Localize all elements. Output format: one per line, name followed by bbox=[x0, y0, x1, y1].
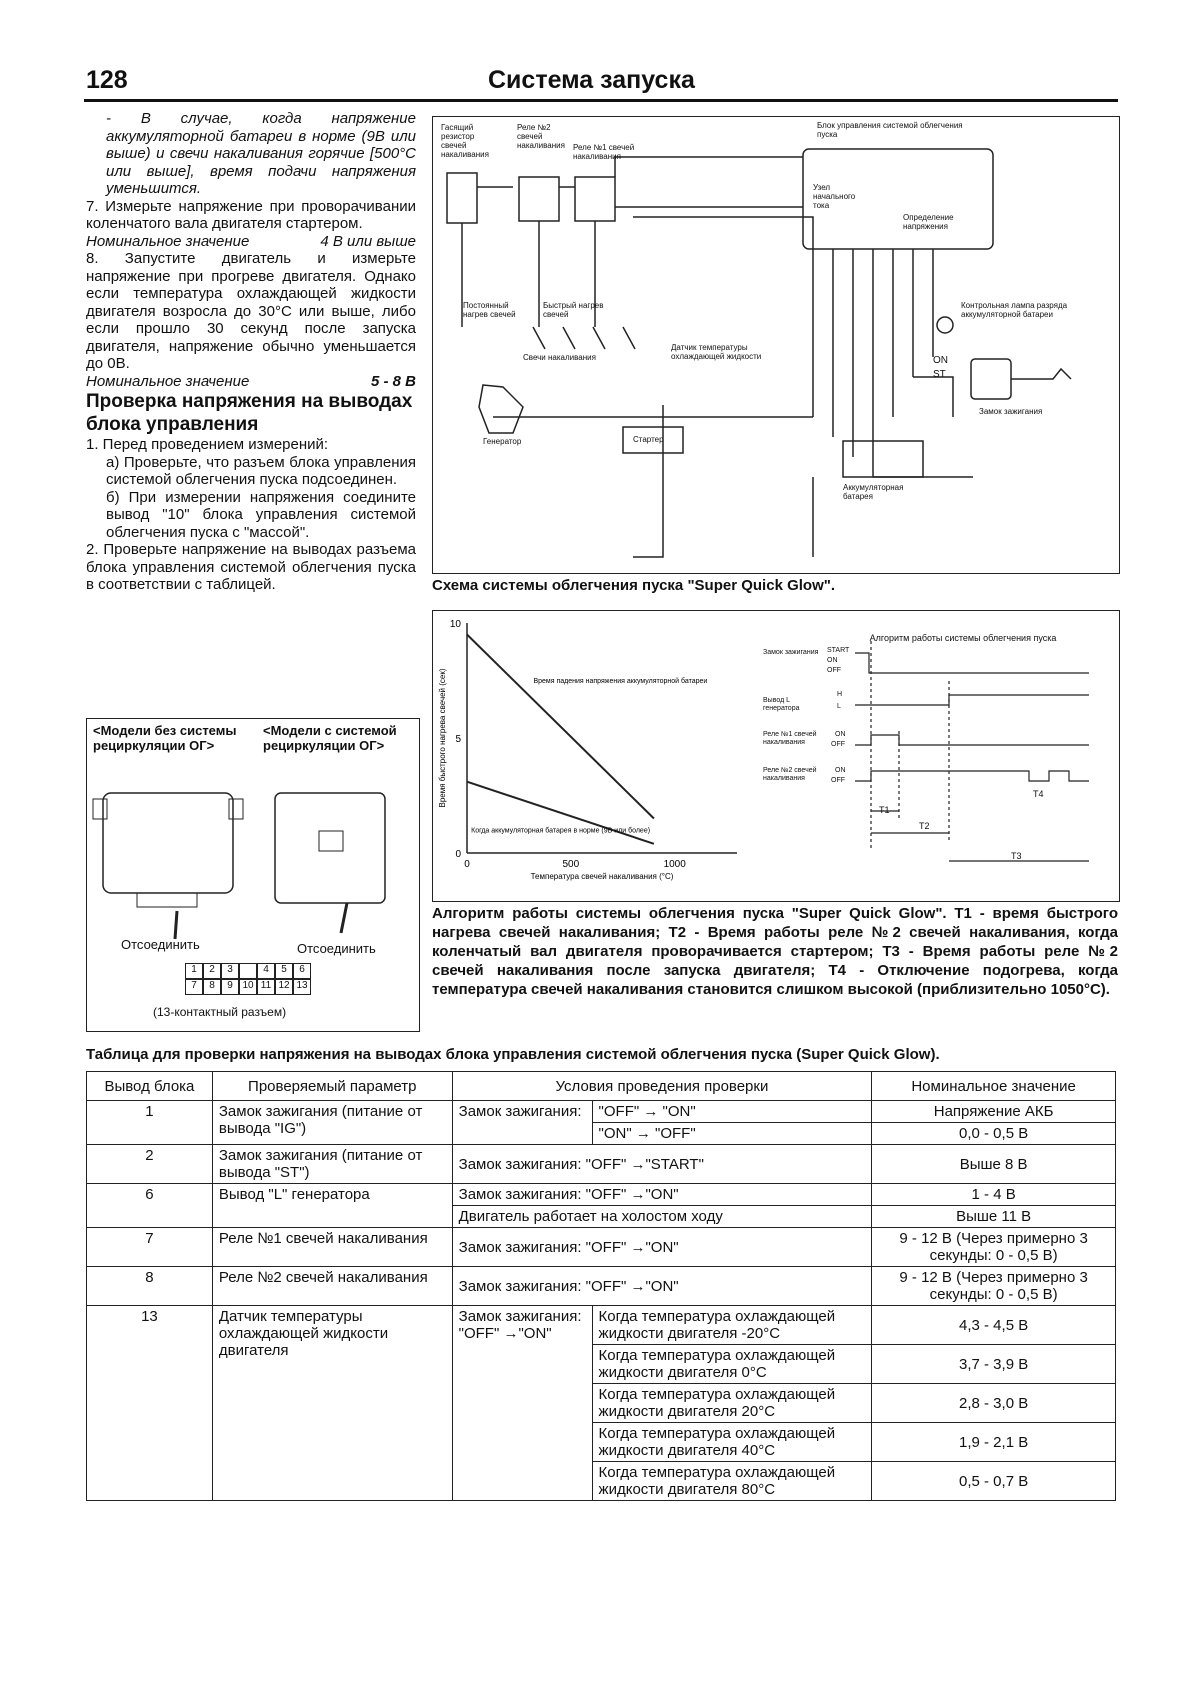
nominal-value-line bbox=[86, 373, 416, 391]
state-label: OFF bbox=[827, 667, 841, 674]
table-row bbox=[87, 1145, 1116, 1184]
pin: 10 bbox=[239, 979, 257, 995]
param-cell: Вывод "L" генератора bbox=[212, 1184, 452, 1228]
pin: 11 bbox=[257, 979, 275, 995]
t3-label: T3 bbox=[1011, 851, 1022, 861]
relay2-label: Реле №2 свечей накаливания bbox=[517, 123, 565, 150]
pin-cell: 13 bbox=[87, 1306, 213, 1501]
nominal-value-line bbox=[86, 233, 416, 251]
pin: 13 bbox=[293, 979, 311, 995]
table-row bbox=[87, 1184, 1116, 1206]
state-label: H bbox=[837, 691, 843, 698]
paragraph: 2. Проверьте напряжение на выводах разъема блока управления системой облегчения пуска в соответствии с таблицей. bbox=[86, 541, 416, 593]
param-cell: Замок зажигания (питание от вывода "IG") bbox=[212, 1101, 452, 1145]
battery-label: Аккумуляторная батарея bbox=[843, 483, 904, 501]
state-label: ON bbox=[835, 767, 846, 774]
pin-cell: 7 bbox=[87, 1228, 213, 1267]
temperature-chart bbox=[433, 615, 753, 895]
pin: 2 bbox=[203, 963, 221, 979]
y-tick-label: 0 bbox=[455, 849, 461, 860]
connector-figure bbox=[86, 718, 420, 1032]
x-tick-label: 500 bbox=[562, 859, 580, 870]
x-tick-label: 1000 bbox=[663, 859, 686, 870]
pin: 6 bbox=[293, 963, 311, 979]
col-header: Вывод блока bbox=[87, 1072, 213, 1101]
disconnect-label-2: Отсоединить bbox=[297, 941, 376, 956]
col-header: Условия проведения проверки bbox=[452, 1072, 872, 1101]
pin-cell: 1 bbox=[87, 1101, 213, 1145]
value-cell: 9 - 12 В (Через примерно 3 секунды: 0 - 0,5 В) bbox=[872, 1228, 1116, 1267]
value-cell: Напряжение АКБ bbox=[872, 1101, 1116, 1123]
paragraph: б) При измерении напряжения соедините вывод "10" блока управления системой облегчения пуска с "массой". bbox=[106, 488, 416, 541]
glow-plugs-label: Свечи накаливания bbox=[523, 353, 596, 362]
table-header-row bbox=[87, 1072, 1116, 1101]
col-header: Номинальное значение bbox=[872, 1072, 1116, 1101]
table-title: Таблица для проверки напряжения на выводах блока управления системой облегчения пуска (Super Quick Glow). bbox=[86, 1046, 940, 1063]
nominal-value: 4 В или выше bbox=[320, 232, 416, 250]
connector-pinout bbox=[185, 963, 311, 995]
series-label: Время падения напряжения аккумуляторной батареи bbox=[533, 677, 708, 685]
pin: 8 bbox=[203, 979, 221, 995]
value-cell: Выше 11 В bbox=[872, 1206, 1116, 1228]
condition-cell: Замок зажигания: "OFF" →"ON" bbox=[452, 1267, 872, 1306]
value-cell: 2,8 - 3,0 В bbox=[872, 1384, 1116, 1423]
starter-label: Стартер bbox=[633, 435, 664, 444]
pin: 5 bbox=[275, 963, 293, 979]
y-axis-label: Время быстрого нагрева свечей (сек) bbox=[438, 668, 447, 808]
timing-row-label: Замок зажигания bbox=[763, 649, 819, 656]
series-label: Когда аккумуляторная батарея в норме (9В или более) bbox=[471, 827, 651, 835]
paragraph: а) Проверьте, что разъем блока управления системой облегчения пуска подсоединен. bbox=[106, 453, 416, 488]
pin-cell: 8 bbox=[87, 1267, 213, 1306]
paragraph: - В случае, когда напряжение аккумуляторной батареи в норме (9В или выше) и свечи накаливания горячие [500°С или выше], время подачи напряжения уменьшится. bbox=[106, 110, 416, 197]
relay1-label: Реле №1 свечей накаливания bbox=[573, 143, 635, 161]
t2-label: T2 bbox=[919, 821, 930, 831]
left-text-column bbox=[86, 110, 416, 594]
t4-label: T4 bbox=[1033, 789, 1044, 799]
page-number: 128 bbox=[86, 66, 128, 94]
pin: 3 bbox=[221, 963, 239, 979]
voltage-detect-label: Определение напряжения bbox=[903, 213, 954, 231]
param-cell: Реле №1 свечей накаливания bbox=[212, 1228, 452, 1267]
state-label: L bbox=[837, 703, 841, 710]
pin-cell: 2 bbox=[87, 1145, 213, 1184]
algorithm-figure bbox=[432, 610, 1120, 902]
condition-cell: Двигатель работает на холостом ходу bbox=[452, 1206, 872, 1228]
state-label: OFF bbox=[831, 741, 845, 748]
paragraph: 7. Измерьте напряжение при проворачивании коленчатого вала двигателя стартером. bbox=[86, 197, 416, 232]
nominal-label: Номинальное значение bbox=[86, 372, 250, 390]
x-tick-label: 0 bbox=[464, 859, 470, 870]
model-with-egr-title: <Модели с системой рециркуляции ОГ> bbox=[263, 723, 397, 753]
condition-cell: Замок зажигания: "OFF" →"ON" bbox=[452, 1184, 872, 1206]
condition-cell: "ON" → "OFF" bbox=[592, 1123, 872, 1145]
pin: 4 bbox=[257, 963, 275, 979]
param-cell: Замок зажигания (питание от вывода "ST") bbox=[212, 1145, 452, 1184]
t1-label: T1 bbox=[879, 805, 890, 815]
value-cell: 1 - 4 В bbox=[872, 1184, 1116, 1206]
algorithm-caption: Алгоритм работы системы облегчения пуска "Super Quick Glow". T1 - время быстрого нагрева свечей накаливания; T2 - Время работы реле №2 свечей накаливания, когда коленчатый вал двигателя проворачивается стартером; T3 - Время работы реле №2 свечей накаливания после запуска двигателя; T4 - Отключение подогрева, когда температура свечей накаливания становится слишком высокой (приблизительно 1050°С). bbox=[432, 905, 1118, 998]
model-without-egr-title: <Модели без системы рециркуляции ОГ> bbox=[93, 723, 237, 753]
nominal-value: 5 - 8 В bbox=[370, 372, 416, 390]
fast-heat-label: Быстрый нагрев свечей bbox=[543, 301, 604, 319]
table-row bbox=[87, 1306, 1116, 1345]
value-cell: Выше 8 В bbox=[872, 1145, 1116, 1184]
value-cell: 0,5 - 0,7 В bbox=[872, 1462, 1116, 1501]
on-label: ON bbox=[933, 355, 948, 366]
x-axis-label: Температура свечей накаливания (°С) bbox=[530, 872, 674, 881]
timing-title: Алгоритм работы системы облегчения пуска bbox=[869, 633, 1057, 643]
ignition-lock-label: Замок зажигания bbox=[979, 407, 1043, 416]
state-label: ON bbox=[827, 657, 838, 664]
pin: 9 bbox=[221, 979, 239, 995]
timing-row-label: Реле №1 свечей накаливания bbox=[763, 731, 817, 746]
timing-row-label: Реле №2 свечей накаливания bbox=[763, 767, 817, 782]
condition-cell: Замок зажигания: "OFF" →"START" bbox=[452, 1145, 872, 1184]
pin: 7 bbox=[185, 979, 203, 995]
param-cell: Реле №2 свечей накаливания bbox=[212, 1267, 452, 1306]
table-row bbox=[87, 1228, 1116, 1267]
y-tick-label: 10 bbox=[449, 619, 461, 630]
col-header: Проверяемый параметр bbox=[212, 1072, 452, 1101]
connector-label: (13-контактный разъем) bbox=[153, 1005, 287, 1019]
param-cell: Датчик температуры охлаждающей жидкости двигателя bbox=[212, 1306, 452, 1501]
value-cell: 4,3 - 4,5 В bbox=[872, 1306, 1116, 1345]
disconnect-label-1: Отсоединить bbox=[121, 937, 200, 952]
header-rule bbox=[84, 99, 1118, 102]
paragraph: 8. Запустите двигатель и измерьте напряжение при прогреве двигателя. Однако если температура охлаждающей жидкости двигателя возросла до 30°С или выше, либо если прошло 30 секунд после запуска двигателя, напряжение обычно уменьшается до 0В. bbox=[86, 250, 416, 372]
table-row bbox=[87, 1101, 1116, 1123]
coolant-sensor-label: Датчик температуры охлаждающей жидкости bbox=[671, 343, 762, 361]
value-cell: 1,9 - 2,1 В bbox=[872, 1423, 1116, 1462]
wiring-caption: Схема системы облегчения пуска "Super Quick Glow". bbox=[432, 577, 836, 594]
value-cell: 3,7 - 3,9 В bbox=[872, 1345, 1116, 1384]
pin: 1 bbox=[185, 963, 203, 979]
condition-cell: Замок зажигания: "OFF" →"ON" bbox=[452, 1306, 592, 1501]
condition-cell: Когда температура охлаждающей жидкости двигателя 80°С bbox=[592, 1462, 872, 1501]
state-label: START bbox=[827, 647, 850, 654]
value-cell: 9 - 12 В (Через примерно 3 секунды: 0 - 0,5 В) bbox=[872, 1267, 1116, 1306]
y-tick-label: 5 bbox=[455, 734, 461, 745]
condition-cell: "OFF" → "ON" bbox=[592, 1101, 872, 1123]
condition-cell: Когда температура охлаждающей жидкости двигателя 40°С bbox=[592, 1423, 872, 1462]
pin bbox=[239, 963, 257, 979]
timing-diagram bbox=[749, 621, 1109, 891]
st-label: ST bbox=[933, 369, 946, 380]
state-label: OFF bbox=[831, 777, 845, 784]
node-current-label: Узел начального тока bbox=[813, 183, 856, 210]
condition-cell: Когда температура охлаждающей жидкости двигателя 20°С bbox=[592, 1384, 872, 1423]
state-label: ON bbox=[835, 731, 846, 738]
wiring-diagram bbox=[432, 116, 1120, 574]
value-cell: 0,0 - 0,5 В bbox=[872, 1123, 1116, 1145]
condition-cell: Замок зажигания: bbox=[452, 1101, 592, 1145]
page-title: Система запуска bbox=[488, 66, 695, 94]
pin-cell: 6 bbox=[87, 1184, 213, 1228]
battery-lamp-label: Контрольная лампа разряда аккумуляторной батареи bbox=[961, 301, 1068, 319]
generator-label: Генератор bbox=[483, 437, 522, 446]
condition-cell: Когда температура охлаждающей жидкости двигателя -20°С bbox=[592, 1306, 872, 1345]
paragraph: 1. Перед проведением измерений: bbox=[86, 436, 329, 453]
condition-cell: Замок зажигания: "OFF" →"ON" bbox=[452, 1228, 872, 1267]
nominal-label: Номинальное значение bbox=[86, 232, 250, 250]
timing-row-label: Вывод L генератора bbox=[763, 697, 800, 712]
slow-heat-label: Постоянный нагрев свечей bbox=[463, 301, 516, 319]
voltage-check-table bbox=[86, 1071, 1116, 1501]
section-heading: Проверка напряжения на выводах блока управления bbox=[86, 391, 413, 435]
control-unit-label: Блок управления системой облегчения пуска bbox=[817, 121, 963, 139]
table-row bbox=[87, 1267, 1116, 1306]
resistor-label: Гасящий резистор свечей накаливания bbox=[441, 123, 489, 159]
condition-cell: Когда температура охлаждающей жидкости двигателя 0°С bbox=[592, 1345, 872, 1384]
pin: 12 bbox=[275, 979, 293, 995]
